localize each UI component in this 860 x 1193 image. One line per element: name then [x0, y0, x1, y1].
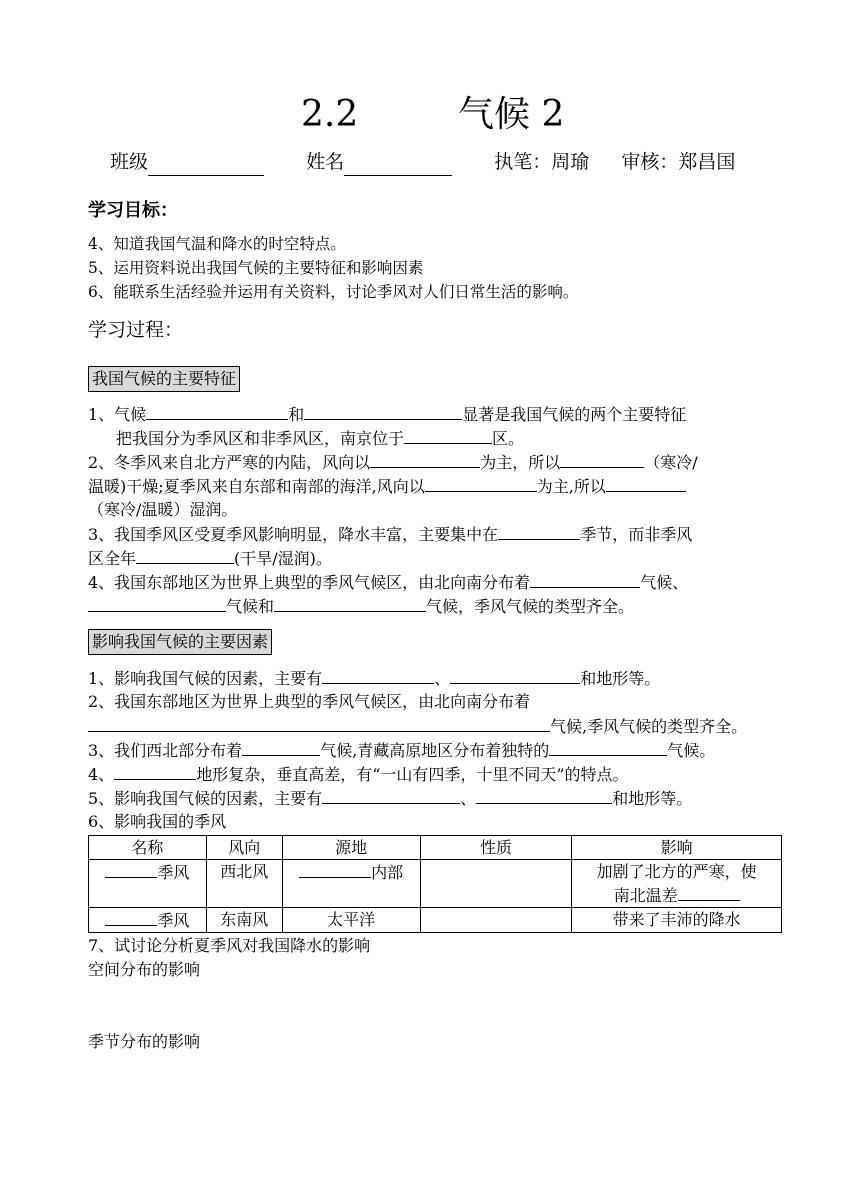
s1-q2: 2、冬季风来自北方严寒的内陆，风向以 为主，所以 （寒冷/: [88, 450, 698, 475]
s2-q3: 3、我们西北部分布着 气候,青藏高原地区分布着独特的 气候。: [88, 738, 715, 763]
goal-item: 6、能联系生活经验并运用有关资料，讨论季风对人们日常生活的影响。: [88, 283, 579, 301]
blank[interactable]: [242, 738, 320, 756]
table-header-row: [89, 836, 782, 860]
blank[interactable]: [322, 786, 460, 804]
s1-q1: 1、气候 和 显著是我国气候的两个主要特征: [88, 402, 686, 427]
s2-q6: 6、影响我国的季风: [88, 812, 227, 831]
table-header: 性质: [420, 836, 572, 860]
monsoon-table: [88, 835, 782, 933]
blank[interactable]: [105, 860, 157, 878]
s1-q3: 3、我国季风区受夏季风影响明显，降水丰富，主要集中在 季节，而非季风: [88, 522, 692, 547]
table-header: 源地: [282, 836, 420, 860]
s1-q4: 4、我国东部地区为世界上典型的季风气候区，由北向南分布着 气候、: [88, 570, 688, 595]
blank[interactable]: [678, 883, 740, 901]
table-header: 名称: [89, 836, 207, 860]
table-cell[interactable]: [420, 860, 572, 908]
s1-q2b: 温暖)干燥;夏季风来自东部和南部的海洋,风向以 为主,所以: [88, 474, 686, 499]
blank[interactable]: [299, 860, 371, 878]
blank[interactable]: [549, 738, 667, 756]
blank[interactable]: [304, 402, 462, 420]
blank[interactable]: [560, 450, 644, 468]
section1-heading: 我国气候的主要特征: [88, 366, 240, 392]
table-cell: 西北风: [206, 860, 282, 908]
class-label: 班级: [110, 151, 149, 173]
table-cell: 季风: [89, 908, 207, 933]
s2-q7b: 季节分布的影响: [88, 1032, 201, 1051]
table-cell: 太平洋: [282, 908, 420, 933]
table-cell: 季风: [89, 860, 207, 908]
blank[interactable]: [114, 762, 196, 780]
s2-q7a: 空间分布的影响: [88, 960, 201, 979]
blank[interactable]: [274, 594, 426, 612]
blank[interactable]: [146, 402, 288, 420]
table-header: 影响: [572, 836, 782, 860]
table-header: 风向: [206, 836, 282, 860]
s2-q1: 1、影响我国气候的因素，主要有 、 和地形等。: [88, 666, 660, 691]
blank[interactable]: [530, 570, 640, 588]
s1-q2c: （寒冷/温暖）湿润。: [88, 500, 238, 519]
table-cell: 带来了丰沛的降水: [572, 908, 782, 933]
author: 执笔：周瑜: [494, 151, 590, 173]
info-line: [110, 148, 735, 176]
s2-q5: 5、影响我国气候的因素，主要有 、 和地形等。: [88, 786, 692, 811]
blank[interactable]: [105, 908, 157, 926]
goal-item: 5、运用资料说出我国气候的主要特征和影响因素: [88, 259, 424, 277]
table-cell: 东南风: [206, 908, 282, 933]
goals-list: [88, 232, 578, 304]
process-heading: 学习过程：: [88, 319, 184, 341]
blank[interactable]: [425, 474, 537, 492]
blank[interactable]: [450, 666, 580, 684]
name-label: 姓名: [306, 151, 345, 173]
section2-heading: 影响我国气候的主要因素: [88, 629, 272, 655]
table-row: [89, 908, 782, 933]
s1-q3b: 区全年 (干旱/湿润)。: [88, 546, 332, 571]
reviewer: 审核：郑昌国: [621, 151, 736, 173]
s2-q7: 7、试讨论分析夏季风对我国降水的影响: [88, 936, 371, 955]
name-blank[interactable]: [344, 155, 452, 176]
goals-heading: 学习目标：: [88, 200, 178, 221]
table-cell: 加剧了北方的严寒，使 南北温差: [572, 860, 782, 908]
blank[interactable]: [370, 450, 480, 468]
goal-item: 4、知道我国气温和降水的时空特点。: [88, 235, 346, 253]
blank[interactable]: [322, 666, 434, 684]
page-title: [0, 90, 860, 140]
table-row: [89, 860, 782, 908]
table-cell: 内部: [282, 860, 420, 908]
s2-q2: 2、我国东部地区为世界上典型的季风气候区，由北向南分布着: [88, 692, 531, 711]
s1-q4b: 气候和 气候，季风气候的类型齐全。: [88, 594, 634, 619]
table-cell[interactable]: [420, 908, 572, 933]
title-number: 2.2: [301, 94, 359, 135]
blank[interactable]: [88, 714, 550, 732]
s2-q2b: 气候,季风气候的类型齐全。: [88, 714, 747, 739]
blank[interactable]: [476, 786, 612, 804]
blank[interactable]: [404, 426, 492, 444]
blank[interactable]: [136, 546, 234, 564]
s2-q4: 4、 地形复杂，垂直高差，有“一山有四季，十里不同天”的特点。: [88, 762, 629, 787]
blank[interactable]: [88, 594, 226, 612]
title-text: 气候 2: [458, 94, 565, 135]
s1-q1b: 把我国分为季风区和非季风区，南京位于 区。: [116, 426, 524, 451]
blank[interactable]: [498, 522, 580, 540]
blank[interactable]: [606, 474, 686, 492]
class-blank[interactable]: [148, 155, 264, 176]
